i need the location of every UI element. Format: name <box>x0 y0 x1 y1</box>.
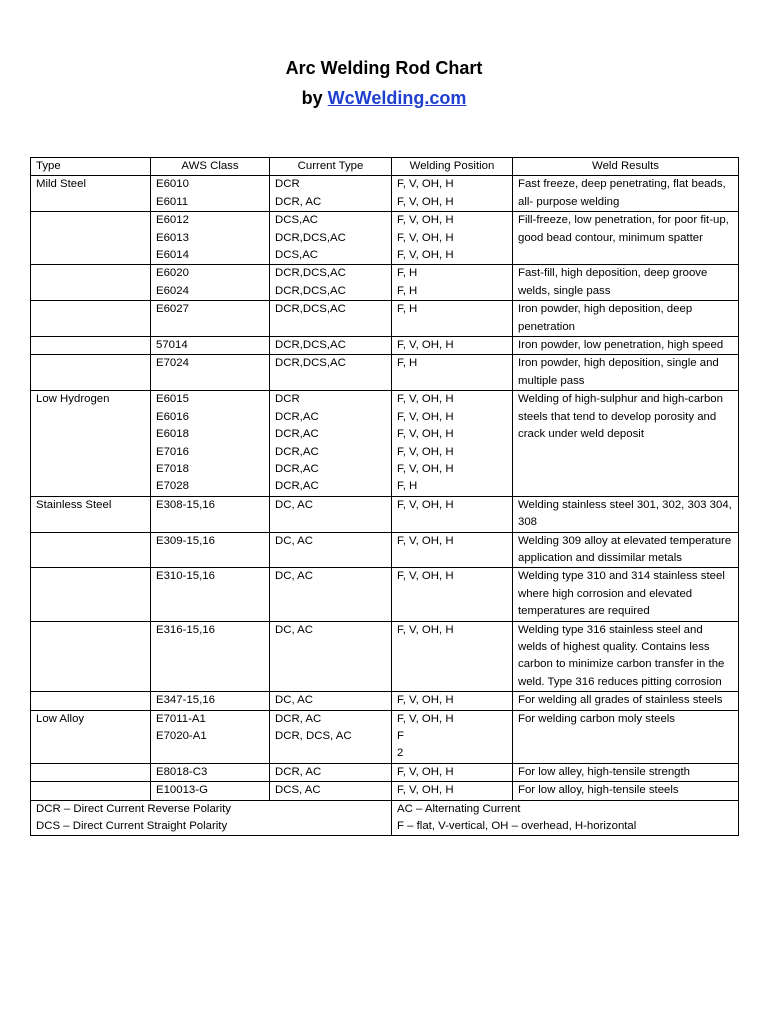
cell-current-type-line: DCR,DCS,AC <box>275 339 346 352</box>
legend-dcs: DCS – Direct Current Straight Polarity <box>36 820 228 833</box>
legend-right <box>392 800 739 836</box>
table-row <box>31 782 739 800</box>
legend-positions: F – flat, V-vertical, OH – overhead, H-horizontal <box>397 820 637 833</box>
cell-type <box>31 532 151 568</box>
cell-current-type <box>270 763 392 781</box>
cell-aws-class <box>151 355 270 391</box>
cell-aws-class-line: E6013 <box>156 231 189 244</box>
cell-welding-position-line: F, V, OH, H <box>397 712 454 725</box>
cell-aws-class-line: E6027 <box>156 303 189 316</box>
page-subtitle <box>0 86 768 110</box>
table-row <box>31 176 739 212</box>
cell-welding-position <box>392 355 513 391</box>
cell-aws-class-line: E6016 <box>156 410 189 423</box>
cell-aws-class-line: E309-15,16 <box>156 534 215 547</box>
cell-aws-class-line: E6010 <box>156 178 189 191</box>
cell-aws-class <box>151 532 270 568</box>
cell-type <box>31 337 151 355</box>
cell-current-type <box>270 355 392 391</box>
cell-current-type-line: DC, AC <box>275 534 313 547</box>
cell-type <box>31 568 151 621</box>
cell-welding-position-line: F, V, OH, H <box>397 178 454 191</box>
site-link[interactable]: WcWelding.com <box>327 88 467 108</box>
legend-dcr: DCR – Direct Current Reverse Polarity <box>36 802 231 815</box>
cell-aws-class-line: E6024 <box>156 284 189 297</box>
cell-aws-class <box>151 301 270 337</box>
table-body <box>31 176 739 800</box>
cell-type <box>31 301 151 337</box>
cell-welding-position <box>392 391 513 496</box>
cell-type: Mild Steel <box>31 176 151 212</box>
cell-current-type-line: DCS,AC <box>275 214 319 227</box>
cell-current-type-line: DCR,DCS,AC <box>275 284 346 297</box>
cell-current-type <box>270 496 392 532</box>
table-row <box>31 355 739 391</box>
cell-current-type-line: DCR,DCS,AC <box>275 303 346 316</box>
cell-welding-position-line: F, V, OH, H <box>397 694 454 707</box>
cell-aws-class-line: E6014 <box>156 249 189 262</box>
cell-welding-position-line: F, V, OH, H <box>397 498 454 511</box>
by-label: by <box>301 88 323 108</box>
cell-aws-class <box>151 621 270 692</box>
cell-welding-position-line: F, V, OH, H <box>397 623 454 636</box>
cell-aws-class-line: E6015 <box>156 393 189 406</box>
header-aws-class: AWS Class <box>151 158 270 176</box>
cell-aws-class-line: E6018 <box>156 428 189 441</box>
cell-welding-position <box>392 337 513 355</box>
cell-welding-position-line: F, V, OH, H <box>397 570 454 583</box>
cell-current-type <box>270 176 392 212</box>
cell-welding-position <box>392 710 513 763</box>
cell-aws-class-line: E308-15,16 <box>156 498 215 511</box>
cell-welding-position-line: F, V, OH, H <box>397 410 454 423</box>
cell-type <box>31 265 151 301</box>
cell-current-type <box>270 337 392 355</box>
cell-aws-class-line: E6012 <box>156 214 189 227</box>
cell-welding-position <box>392 621 513 692</box>
cell-current-type <box>270 265 392 301</box>
cell-aws-class <box>151 763 270 781</box>
cell-current-type-line: DC, AC <box>275 498 313 511</box>
table-row <box>31 496 739 532</box>
cell-type <box>31 763 151 781</box>
page-title: Arc Welding Rod Chart <box>285 58 483 78</box>
cell-welding-position-line: F, H <box>397 303 418 316</box>
cell-weld-results: Fast freeze, deep penetrating, flat beads, all- purpose welding <box>513 176 739 212</box>
table-row <box>31 337 739 355</box>
cell-aws-class <box>151 391 270 496</box>
cell-welding-position-line: F, V, OH, H <box>397 339 454 352</box>
cell-aws-class <box>151 496 270 532</box>
cell-welding-position-line: F, V, OH, H <box>397 784 454 797</box>
cell-weld-results: For low alloy, high-tensile steels <box>513 782 739 800</box>
cell-welding-position-line: F, V, OH, H <box>397 445 454 458</box>
cell-welding-position <box>392 782 513 800</box>
cell-aws-class-line: E7016 <box>156 445 189 458</box>
cell-type <box>31 692 151 710</box>
cell-aws-class-line: E316-15,16 <box>156 623 215 636</box>
cell-welding-position <box>392 176 513 212</box>
cell-current-type-line: DC, AC <box>275 623 313 636</box>
cell-current-type-line: DCS, AC <box>275 784 321 797</box>
cell-welding-position-line: F, V, OH, H <box>397 249 454 262</box>
cell-current-type <box>270 621 392 692</box>
cell-current-type-line: DCR,AC <box>275 410 319 423</box>
cell-weld-results: Fill-freeze, low penetration, for poor fit-up, good bead contour, minimum spatter <box>513 212 739 265</box>
cell-current-type-line: DCR <box>275 178 300 191</box>
cell-welding-position <box>392 532 513 568</box>
cell-aws-class <box>151 568 270 621</box>
cell-weld-results: Welding of high-sulphur and high-carbon steels that tend to develop porosity and crack under weld deposit <box>513 391 739 496</box>
cell-aws-class-line: E347-15,16 <box>156 694 215 707</box>
cell-current-type <box>270 782 392 800</box>
table-row <box>31 212 739 265</box>
table-row <box>31 621 739 692</box>
cell-aws-class-line: E310-15,16 <box>156 570 215 583</box>
table-row <box>31 763 739 781</box>
header-current-type: Current Type <box>270 158 392 176</box>
header-type: Type <box>31 158 151 176</box>
cell-welding-position-line: F, H <box>397 267 418 280</box>
cell-current-type-line: DCS,AC <box>275 249 319 262</box>
table-row <box>31 265 739 301</box>
cell-current-type-line: DCR, AC <box>275 765 322 778</box>
rod-chart-table <box>30 157 739 836</box>
cell-welding-position <box>392 496 513 532</box>
cell-aws-class <box>151 692 270 710</box>
cell-weld-results: Welding type 316 stainless steel and welds of highest quality. Contains less carbon to minimize carbon transfer in the weld. Type 316 reduces pitting corrosion <box>513 621 739 692</box>
cell-aws-class-line: 57014 <box>156 339 188 352</box>
cell-current-type <box>270 568 392 621</box>
cell-current-type-line: DCR,AC <box>275 445 319 458</box>
cell-current-type-line: DCR,DCS,AC <box>275 267 346 280</box>
cell-weld-results: Iron powder, high deposition, single and multiple pass <box>513 355 739 391</box>
table-row <box>31 391 739 496</box>
cell-welding-position-line: F, H <box>397 357 418 370</box>
cell-welding-position <box>392 692 513 710</box>
cell-current-type-line: DCR,DCS,AC <box>275 231 346 244</box>
cell-welding-position-line: F <box>397 730 404 742</box>
cell-current-type-line: DCR,AC <box>275 480 319 493</box>
cell-type <box>31 782 151 800</box>
table-row <box>31 301 739 337</box>
cell-type: Low Hydrogen <box>31 391 151 496</box>
cell-current-type-line: DCR,AC <box>275 428 319 441</box>
cell-aws-class <box>151 337 270 355</box>
cell-aws-class-line: E7018 <box>156 462 189 475</box>
cell-type: Low Alloy <box>31 710 151 763</box>
header-weld-results: Weld Results <box>513 158 739 176</box>
legend-left <box>31 800 392 836</box>
cell-weld-results: Fast-fill, high deposition, deep groove welds, single pass <box>513 265 739 301</box>
cell-welding-position <box>392 301 513 337</box>
cell-weld-results: Welding 309 alloy at elevated temperature application and dissimilar metals <box>513 532 739 568</box>
cell-welding-position-line: F, V, OH, H <box>397 393 454 406</box>
cell-welding-position-line: F, V, OH, H <box>397 462 454 475</box>
cell-welding-position-line: F, V, OH, H <box>397 231 454 244</box>
table-header-row <box>31 158 739 176</box>
cell-current-type <box>270 301 392 337</box>
cell-weld-results: For welding carbon moly steels <box>513 710 739 763</box>
cell-welding-position <box>392 265 513 301</box>
cell-type <box>31 621 151 692</box>
title-block <box>0 56 768 110</box>
cell-aws-class-line: E8018-C3 <box>156 765 208 778</box>
cell-weld-results: Welding stainless steel 301, 302, 303 304, 308 <box>513 496 739 532</box>
cell-welding-position-line: F, H <box>397 480 418 493</box>
cell-aws-class <box>151 782 270 800</box>
cell-current-type-line: DCR, AC <box>275 712 322 725</box>
cell-welding-position <box>392 763 513 781</box>
cell-aws-class <box>151 176 270 212</box>
cell-welding-position-line: F, V, OH, H <box>397 214 454 227</box>
cell-type <box>31 355 151 391</box>
cell-current-type <box>270 692 392 710</box>
cell-welding-position-line: 2 <box>397 747 404 760</box>
cell-current-type <box>270 710 392 763</box>
table-row <box>31 568 739 621</box>
cell-weld-results: For welding all grades of stainless steels <box>513 692 739 710</box>
cell-current-type-line: DCR <box>275 393 300 406</box>
cell-type <box>31 212 151 265</box>
cell-aws-class-line: E7020-A1 <box>156 730 207 742</box>
cell-current-type-line: DCR, DCS, AC <box>275 730 352 742</box>
cell-aws-class-line: E7028 <box>156 480 189 493</box>
cell-current-type-line: DCR, AC <box>275 195 322 208</box>
cell-current-type <box>270 391 392 496</box>
legend-row <box>31 800 739 836</box>
cell-welding-position <box>392 568 513 621</box>
cell-weld-results: Iron powder, high deposition, deep penetration <box>513 301 739 337</box>
cell-welding-position-line: F, V, OH, H <box>397 534 454 547</box>
cell-current-type-line: DCR,DCS,AC <box>275 357 346 370</box>
cell-current-type <box>270 212 392 265</box>
cell-current-type <box>270 532 392 568</box>
cell-weld-results: For low alley, high-tensile strength <box>513 763 739 781</box>
table-row <box>31 532 739 568</box>
cell-aws-class <box>151 265 270 301</box>
cell-current-type-line: DC, AC <box>275 570 313 583</box>
cell-welding-position-line: F, V, OH, H <box>397 428 454 441</box>
header-welding-position: Welding Position <box>392 158 513 176</box>
cell-current-type-line: DCR,AC <box>275 462 319 475</box>
cell-weld-results: Iron powder, low penetration, high speed <box>513 337 739 355</box>
cell-aws-class-line: E6011 <box>156 195 189 208</box>
cell-welding-position-line: F, V, OH, H <box>397 195 454 208</box>
cell-aws-class <box>151 212 270 265</box>
cell-welding-position-line: F, H <box>397 284 418 297</box>
cell-welding-position-line: F, V, OH, H <box>397 765 454 778</box>
cell-aws-class-line: E10013-G <box>156 784 208 797</box>
table-row <box>31 692 739 710</box>
cell-aws-class-line: E6020 <box>156 267 189 280</box>
cell-current-type-line: DC, AC <box>275 694 313 707</box>
cell-aws-class-line: E7024 <box>156 357 189 370</box>
cell-welding-position <box>392 212 513 265</box>
cell-aws-class <box>151 710 270 763</box>
legend-ac: AC – Alternating Current <box>397 802 521 815</box>
table-row <box>31 710 739 763</box>
cell-aws-class-line: E7011-A1 <box>156 712 206 725</box>
cell-type: Stainless Steel <box>31 496 151 532</box>
cell-weld-results: Welding type 310 and 314 stainless steel where high corrosion and elevated temperatures are required <box>513 568 739 621</box>
